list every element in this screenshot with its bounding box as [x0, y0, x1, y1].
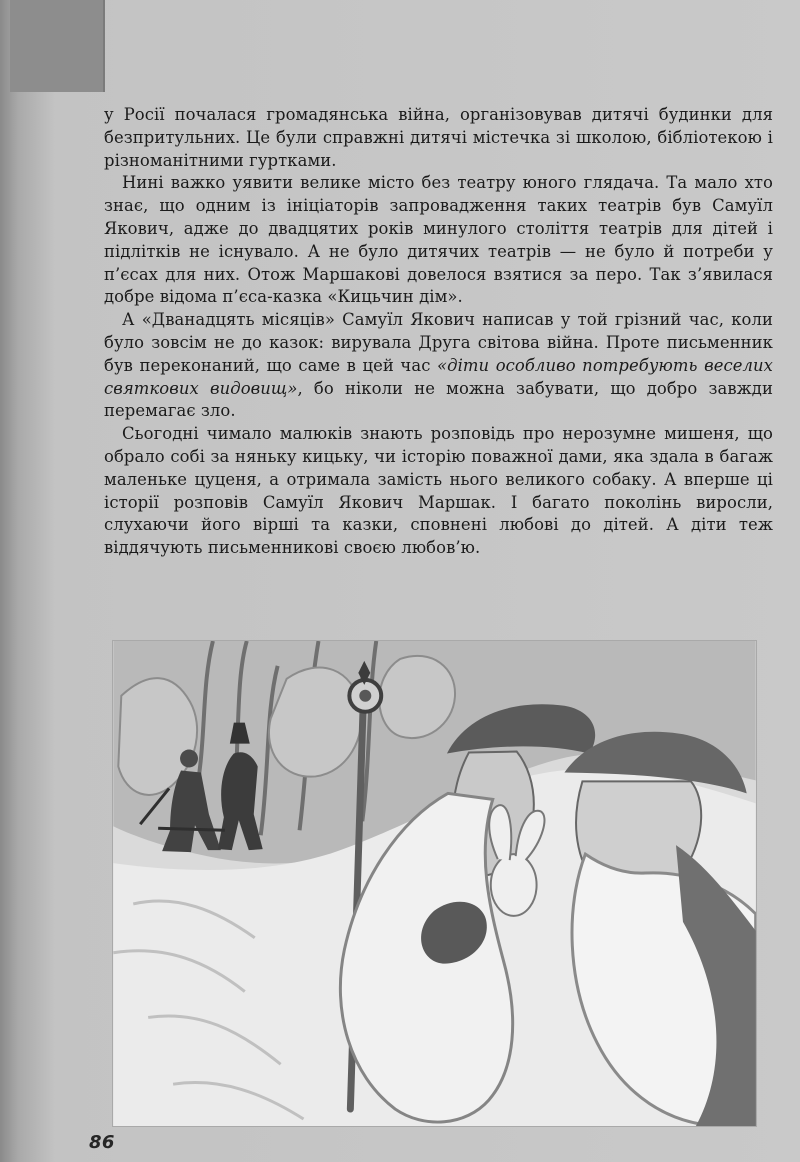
paragraph-1: у Росії почалася громадянська війна, організовував дитячі будинки для безпритульних. Це були справжні дитячі містечка зі школою, бібліотекою і різноманітними гуртками. — [104, 105, 773, 170]
paragraph-3-text-start: А «Дванадцять місяців» Самуїл Якович написав у той грізний час, коли було зовсім не до казок: вирувала Друга світова війна. Проте письменник був переконаний, що саме в цей час — [104, 310, 773, 375]
hare — [491, 854, 537, 916]
page-number: 86 — [89, 1132, 115, 1153]
winter-fairytale-illustration — [112, 640, 757, 1127]
page-corner-tab — [10, 0, 105, 92]
illustration-drawing — [113, 641, 756, 1126]
paragraph-3-text-end: , бо ніколи не можна забувати, що добро завжди перемагає зло. — [104, 378, 773, 421]
paragraph-3 — [104, 309, 773, 423]
main-text — [104, 104, 773, 560]
paragraph-4: Сьогодні чимало малюків знають розповідь про нерозумне мишеня, що обрало собі за няньку кицьку, чи історію поважної дами, яка здала в багаж маленьке цуценя, а отримала замість нього великого собаку. А вперше ці історії розповів Самуїл Якович Маршак. І багато поколінь виросли, слухаючи його вірші та казки, сповнені любові до дітей. А діти теж віддячують письменникові своєю любов’ю. — [104, 424, 773, 558]
paragraph-2: Нині важко уявити велике місто без театру юного глядача. Та мало хто знає, що одним із ініціаторів запровадження таких театрів був Самуїл Якович, адже до двадцятих років минулого століття театрів для дітей і підлітків не існувало. А не було дитячих театрів — не було й потреби у п’єсах для них. Отож Маршакові довелося взятися за перо. Так з’явилася добре відома п’єса-казка «Кицьчин дім». — [104, 173, 773, 307]
paragraph-3-quote: «діти особливо потребують веселих святкових видовищ» — [104, 355, 773, 398]
staff-center — [359, 690, 371, 702]
walking-child-head — [180, 750, 198, 768]
